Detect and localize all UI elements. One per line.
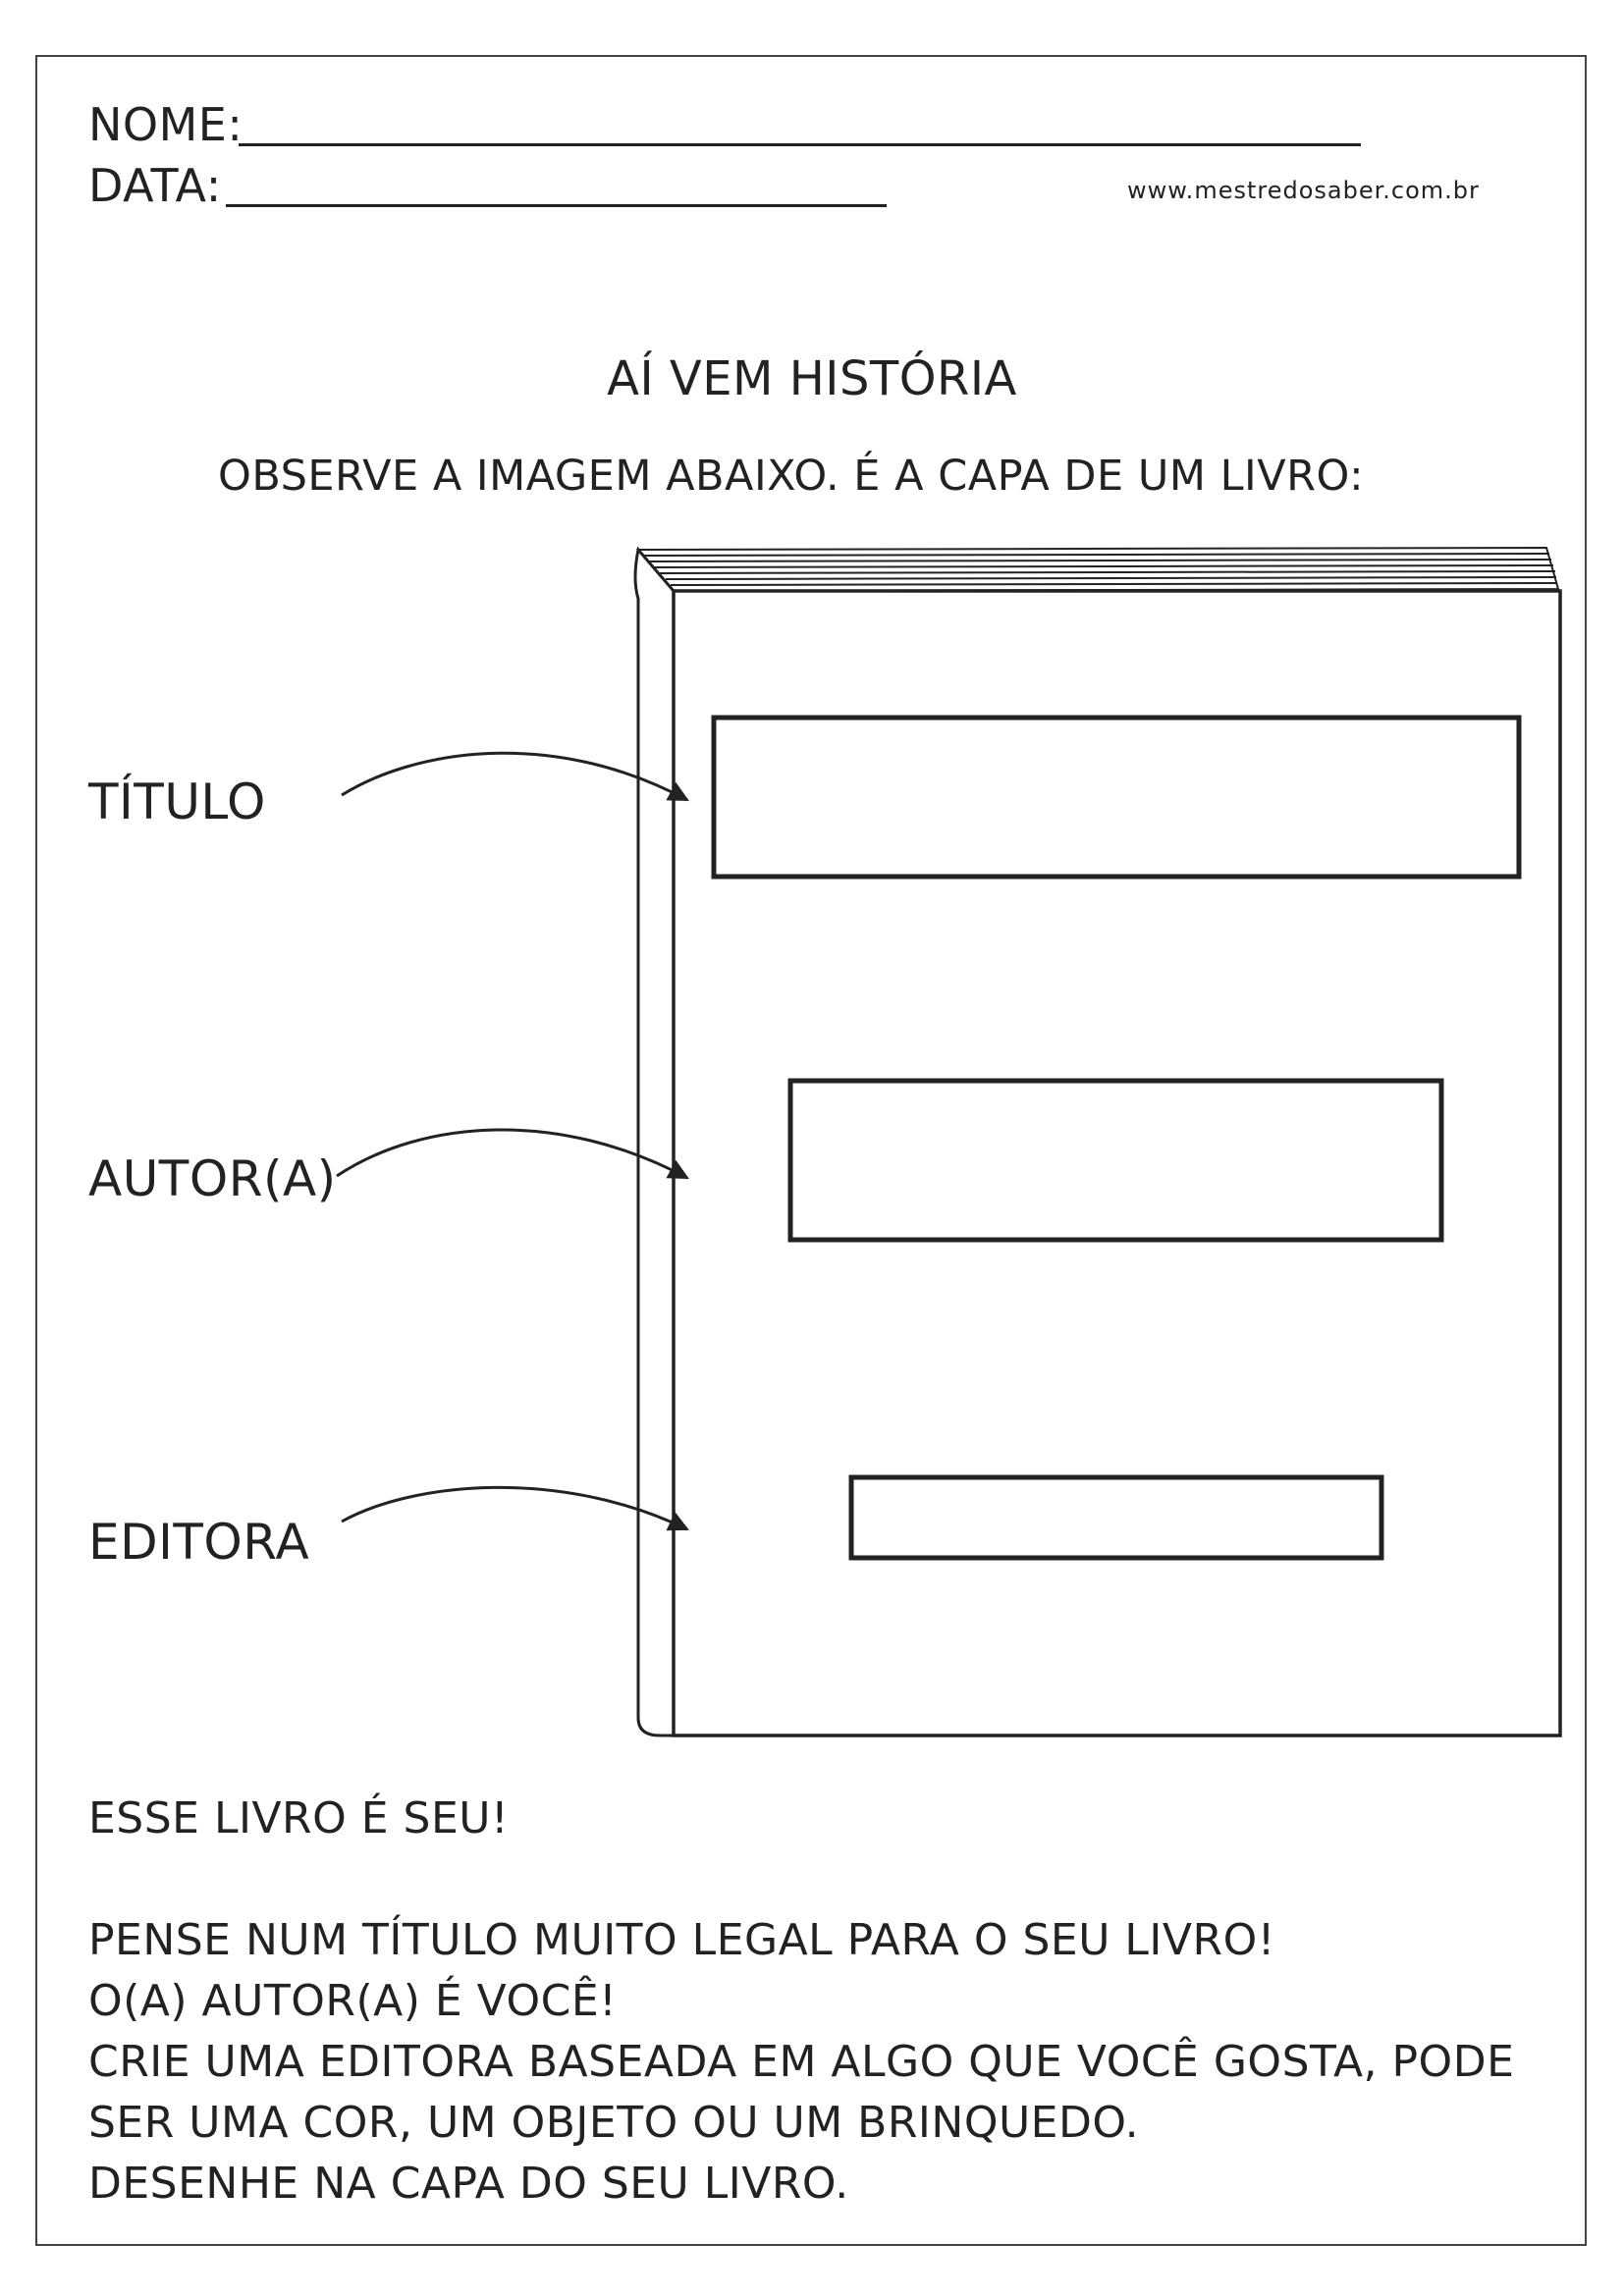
- body-line: DESENHE NA CAPA DO SEU LIVRO.: [88, 2159, 849, 2209]
- website-url: www.mestredosaber.com.br: [1127, 177, 1480, 204]
- statement-text: ESSE LIVRO É SEU!: [88, 1793, 510, 1843]
- book-spine: [635, 550, 674, 1735]
- title-label: TÍTULO: [88, 774, 266, 830]
- title-box: [714, 718, 1519, 877]
- body-line: O(A) AUTOR(A) É VOCÊ!: [88, 1976, 618, 2026]
- publisher-arrow: [342, 1487, 687, 1529]
- name-label: NOME:: [88, 98, 244, 151]
- date-label: DATA:: [88, 159, 222, 212]
- body-line: SER UMA COR, UM OBJETO OU UM BRINQUEDO.: [88, 2098, 1140, 2148]
- publisher-label: EDITORA: [88, 1514, 310, 1571]
- book-pages-edge: [638, 548, 1558, 591]
- instruction-text: OBSERVE A IMAGEM ABAIXO. É A CAPA DE UM LIVRO:: [218, 452, 1365, 501]
- page-title: AÍ VEM HISTÓRIA: [607, 351, 1017, 406]
- author-arrow: [337, 1130, 687, 1178]
- body-line: CRIE UMA EDITORA BASEADA EM ALGO QUE VOCÊ GOSTA, PODE: [88, 2037, 1515, 2087]
- author-label: AUTOR(A): [88, 1150, 337, 1207]
- body-line: PENSE NUM TÍTULO MUITO LEGAL PARA O SEU LIVRO!: [88, 1915, 1275, 1965]
- title-arrow: [342, 753, 687, 800]
- author-box: [790, 1081, 1441, 1240]
- publisher-box: [851, 1477, 1381, 1558]
